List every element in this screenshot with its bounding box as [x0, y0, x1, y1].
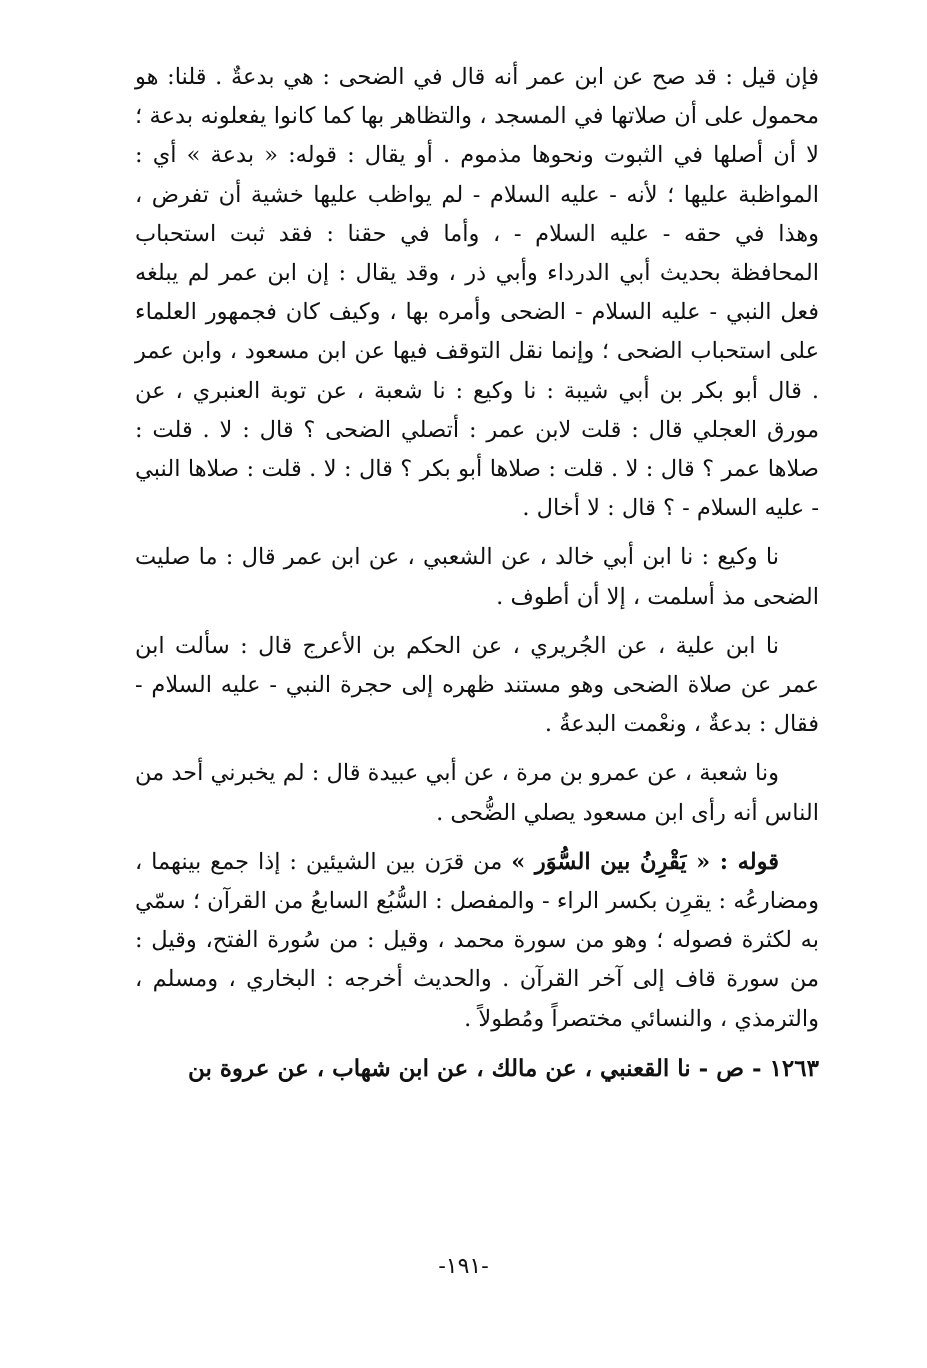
- commentary-text: من قرَن بين الشيئين : إذا جمع بينهما ، ومضارعُه : يقرِن بكسر الراء - والمفصل : السُّبُع السابعُ من القرآن ؛ سمّي به لكثرة فصوله ؛ وهو من سورة محمد ، وقيل : من سُورة الفتح، وقيل : من سورة قاف إلى آخر القرآن . والحديث أخرجه : البخاري ، ومسلم ، والترمذي ، والنسائي مختصراً ومُطولاً .: [135, 848, 819, 1032]
- paragraph-shuba-narration: ونا شعبة ، عن عمرو بن مرة ، عن أبي عبيدة قال : لم يخبرني أحد من الناس أنه رأى ابن مسعود يصلي الضُّحى .: [135, 760, 819, 826]
- page-body: [135, 58, 819, 1308]
- hadith-heading: ١٢٦٣ - ص - نا القعنبي ، عن مالك ، عن ابن شهاب ، عن عروة بن: [187, 1054, 819, 1082]
- commentary-lead: قوله : « يَقْرِنُ بين السُّوَر »: [511, 848, 779, 875]
- page-number: -١٩١-: [438, 1254, 489, 1279]
- paragraph-waki-narration: نا وكيع : نا ابن أبي خالد ، عن الشعبي ، عن ابن عمر قال : ما صليت الضحى مذ أسلمت ، إلا أن أطوف .: [135, 544, 819, 610]
- paragraph-ibn-ulayya-narration: نا ابن علية ، عن الجُريري ، عن الحكم بن الأعرج قال : سألت ابن عمر عن صلاة الضحى وهو مستند ظهره إلى حجرة النبي - عليه السلام - فقال : بدعةٌ ، ونعْمت البدعةُ .: [135, 632, 819, 738]
- paragraph-commentary: [135, 843, 819, 1039]
- paragraph-duha-bidah: فإن قيل : قد صح عن ابن عمر أنه قال في الضحى : هي بدعةٌ . قلنا: هو محمول على أن صلاتها في المسجد ، والتظاهر بها كما كانوا يفعلونه بدعة ؛ لا أن أصلها في الثبوت ونحوها مذموم . أو يقال : قوله: « بدعة » أي : المواظبة عليها ؛ لأنه - عليه السلام - لم يواظب عليها خشية أن تفرض ، وهذا في حقه - عليه السلام - ، وأما في حقنا : فقد ثبت استحباب المحافظة بحديث أبي الدرداء وأبي ذر ، وقد يقال : إن ابن عمر لم يبلغه فعل النبي - عليه السلام - الضحى وأمره بها ، وكيف كان فجمهور العلماء على استحباب الضحى ؛ وإنما نقل التوقف فيها عن ابن مسعود ، وابن عمر . قال أبو بكر بن أبي شيبة : نا وكيع : نا شعبة ، عن توبة العنبري ، عن مورق العجلي قال : قلت لابن عمر : أتصلي الضحى ؟ قال : لا . قلت : صلاها عمر ؟ قال : لا . قلت : صلاها أبو بكر ؟ قال : لا . قلت : صلاها النبي - عليه السلام - ؟ قال : لا أخال .: [135, 64, 819, 522]
